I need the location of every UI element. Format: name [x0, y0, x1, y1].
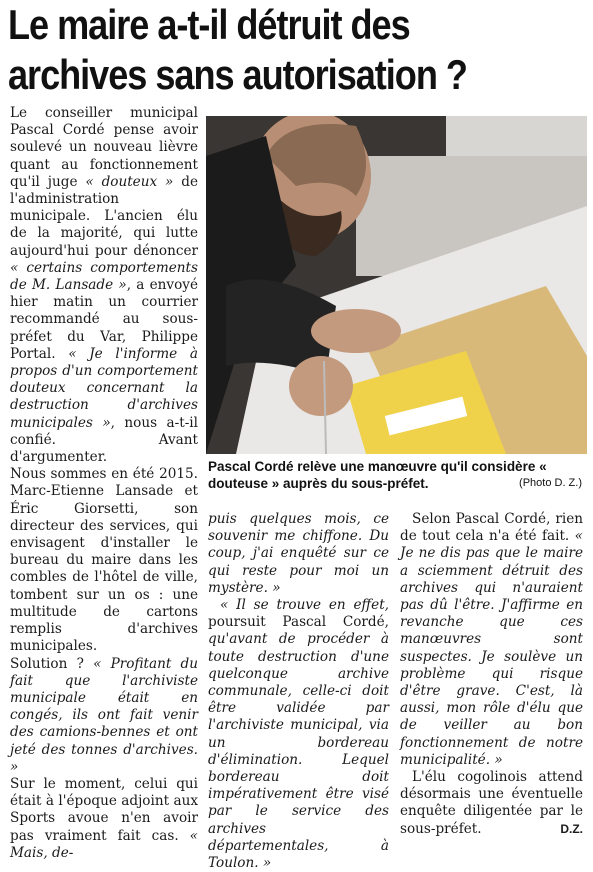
quote-run: puis quelques mois, ce souvenir me chiffone. Du coup, j'ai enquêté sur ce qui reste pour moi un mystère. »: [208, 511, 389, 596]
intro-paragraph: [10, 105, 198, 466]
quote-run: « Il se trouve en effet,: [220, 597, 389, 614]
quote-run: « Mais, de-: [10, 827, 198, 861]
column-3: [400, 511, 583, 838]
paragraph-selon: [400, 511, 583, 769]
quote-run: « douteux »: [85, 173, 174, 190]
text-run: Le conseiller municipal Pascal Cordé pense avoir soulevé un nouveau lièvre quant au fonctionnement qu'il juge: [10, 105, 198, 190]
text-run: Solution ?: [10, 655, 94, 672]
quote-run: « Profitant du fait que l'archiviste municipale était en congés, ils ont fait venir des camions-bennes et ont jeté des tonnes d'archives. »: [10, 655, 198, 775]
caption-text: Pascal Cordé relève une manœuvre qu'il considère « douteuse » auprès du sous-préfet.: [208, 459, 547, 491]
column-1: [10, 105, 198, 862]
paragraph-procedure: [208, 597, 389, 872]
text-run: , nous a-t-il confié. Avant d'argumenter.: [10, 414, 198, 466]
photo-caption: [208, 458, 588, 492]
text-run: L'élu cogolinois attend désormais une éventuelle enquête diligentée par le sous-préfet.: [400, 769, 583, 837]
article-photo: [206, 116, 587, 454]
headline: [8, 0, 588, 100]
text-run: poursuit Pascal Cordé,: [208, 614, 389, 631]
paragraph-sur-le-moment: [10, 776, 198, 862]
paragraph-conclusion: [400, 769, 583, 838]
headline-line-2: archives sans autorisation ?: [8, 51, 467, 98]
quote-run: « Je l'informe à propos d'un comportement douteux concernant la destruction d'archives municipales »: [10, 345, 198, 431]
quote-run: qu'avant de procéder à toute destruction d'une quelconque archive communale, celle-ci doit être validée par l'archiviste municipal, via un bordereau d'élimination. Lequel bordereau doit impérativement être visé par le service des archives départementales, à Toulon. »: [208, 631, 389, 872]
paragraph-solution: [10, 656, 198, 776]
text-run: de l'administration municipale. L'ancien élu de la majorité, qui lutte aujourd'hui pour dénoncer: [10, 173, 198, 259]
column-2: [208, 511, 389, 872]
author-signature: D.Z.: [560, 821, 583, 836]
photo-illustration: [206, 116, 587, 454]
text-run: , a envoyé hier matin un courrier recommandé au sous-préfet du Var, Philippe Portal.: [10, 277, 198, 362]
text-run: Selon Pascal Cordé, rien de tout cela n'a été fait.: [400, 511, 583, 545]
quote-run: « certains comportements de M. Lansade »: [10, 259, 198, 294]
photo-credit: (Photo D. Z.): [519, 477, 582, 489]
paragraph-continuation: [208, 511, 389, 597]
quote-run: « Je ne dis pas que le maire a sciemment détruit des archives qui n'auraient pas dû l'être. J'affirme en revanche que ces manœuvres sont suspectes. Je soulève un problème qui risque d'être grave. C'est, là aussi, mon rôle d'élu que de veiller au bon fonctionnement de notre municipalité. »: [400, 528, 583, 768]
headline-line-1: Le maire a-t-il détruit des: [8, 1, 410, 48]
paragraph-summer-2015: Nous sommes en été 2015. Marc-Etienne Lansade et Éric Giorsetti, son directeur des services, qui envisagent d'installer le bureau du maire dans les combles de l'hôtel de ville, tombent sur un os : une multitude de cartons remplis d'archives municipales.: [10, 466, 198, 655]
text-run: Sur le moment, celui qui était à l'époque adjoint aux Sports avoue n'en avoir pas vraiment fait cas.: [10, 775, 198, 844]
